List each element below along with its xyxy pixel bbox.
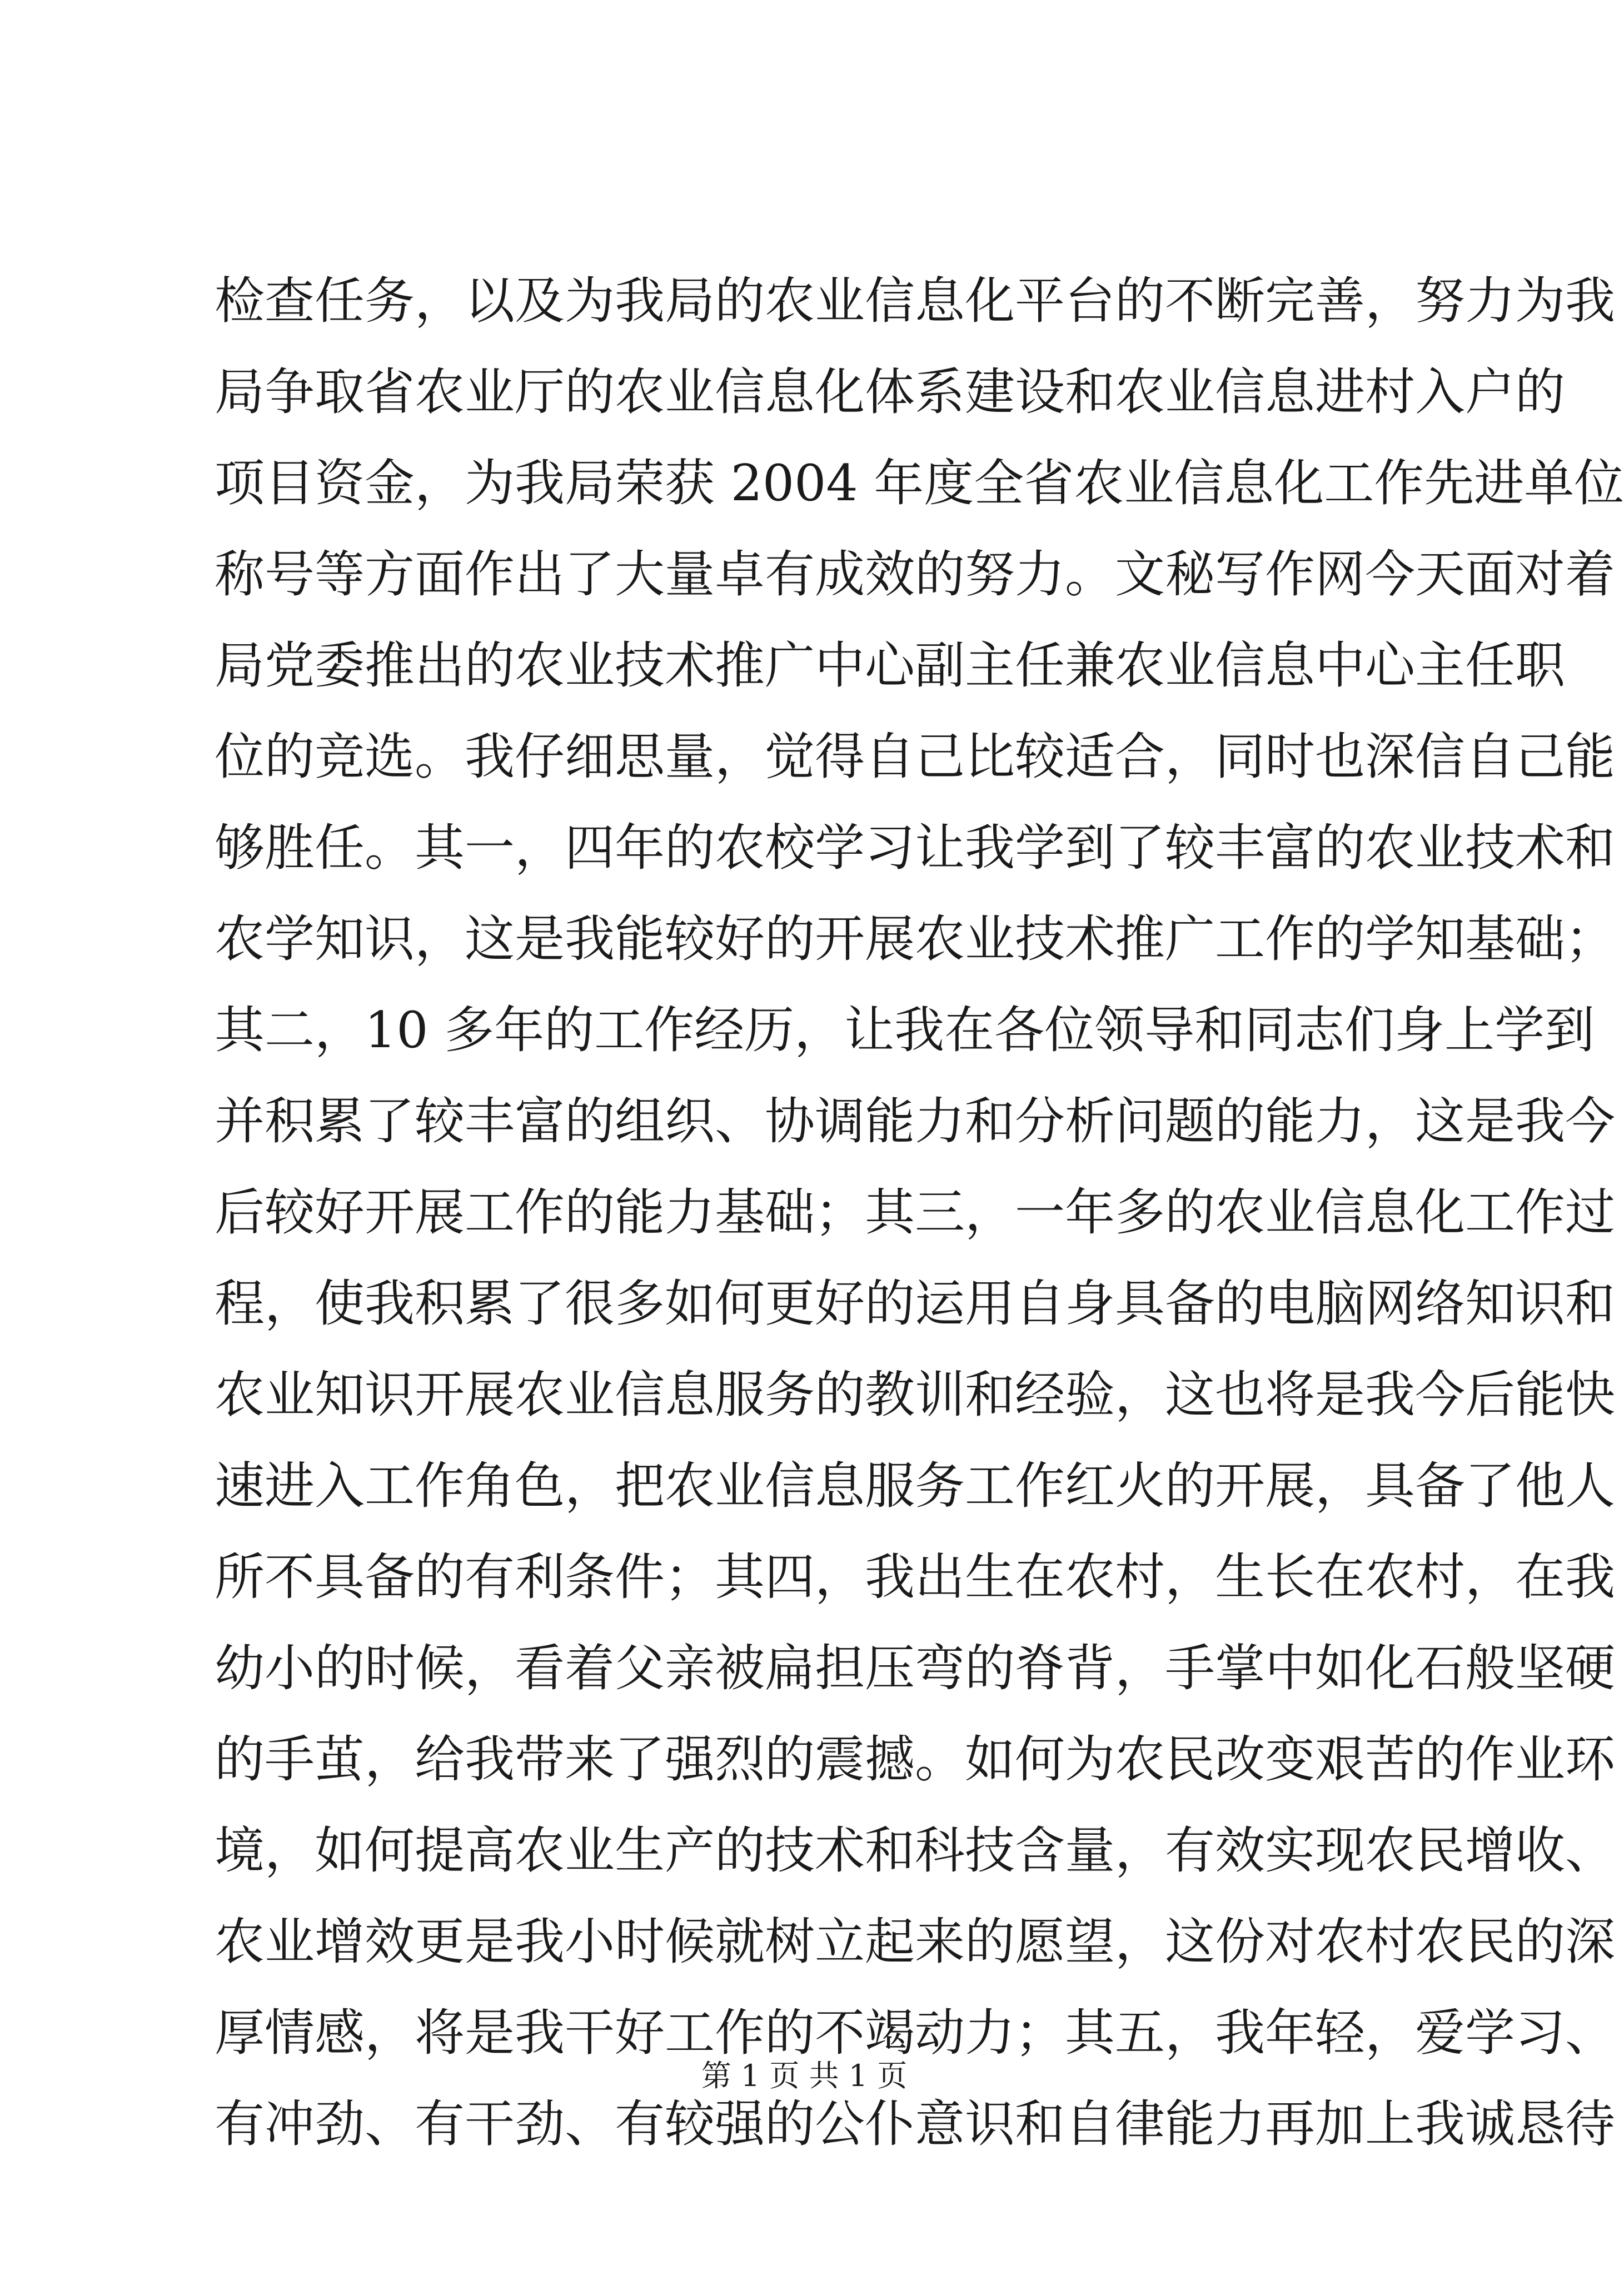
text-line: 称号等方面作出了大量卓有成效的努力。文秘写作网今天面对着 <box>215 545 1615 604</box>
text-line: 局争取省农业厅的农业信息化体系建设和农业信息进村入户的 <box>215 363 1565 421</box>
text-line: 农业知识开展农业信息服务的教训和经验，这也将是我今后能快 <box>215 1366 1615 1424</box>
text-line: 农业增效更是我小时候就树立起来的愿望，这份对农村农民的深 <box>215 1913 1615 1971</box>
text-line: 其二，10 多年的工作经历，让我在各位领导和同志们身上学到 <box>215 1001 1595 1059</box>
text-line: 并积累了较丰富的组织、协调能力和分析问题的能力，这是我今 <box>215 1092 1615 1151</box>
body-text <box>215 256 1624 2170</box>
text-line: 后较好开展工作的能力基础；其三，一年多的农业信息化工作过 <box>215 1183 1615 1242</box>
text-line: 幼小的时候，看着父亲被扁担压弯的脊背，手掌中如化石般坚硬 <box>215 1639 1615 1697</box>
text-line: 程，使我积累了很多如何更好的运用自身具备的电脑网络知识和 <box>215 1275 1615 1333</box>
text-line: 位的竞选。我仔细思量，觉得自己比较适合，同时也深信自己能 <box>215 728 1615 786</box>
text-line: 有冲劲、有干劲、有较强的公仆意识和自律能力再加上我诚恳待 <box>215 2095 1615 2153</box>
text-line: 所不具备的有利条件；其四，我出生在农村，生长在农村，在我 <box>215 1548 1615 1606</box>
text-line: 农学知识，这是我能较好的开展农业技术推广工作的学知基础； <box>215 910 1615 968</box>
text-line: 检查任务，以及为我局的农业信息化平台的不断完善，努力为我 <box>215 272 1615 330</box>
text-line: 速进入工作角色，把农业信息服务工作红火的开展，具备了他人 <box>215 1457 1615 1515</box>
text-line: 够胜任。其一，四年的农校学习让我学到了较丰富的农业技术和 <box>215 819 1615 877</box>
text-line: 项目资金，为我局荣获 2004 年度全省农业信息化工作先进单位 <box>215 454 1624 512</box>
text-line: 的手茧，给我带来了强烈的震撼。如何为农民改变艰苦的作业环 <box>215 1730 1615 1789</box>
text-line: 厚情感，将是我干好工作的不竭动力；其五，我年轻，爱学习、 <box>215 2004 1615 2062</box>
page-footer: 第 1 页 共 1 页 <box>701 2058 908 2093</box>
text-line: 局党委推出的农业技术推广中心副主任兼农业信息中心主任职 <box>215 636 1565 695</box>
text-line: 境，如何提高农业生产的技术和科技含量，有效实现农民增收、 <box>215 1821 1615 1880</box>
